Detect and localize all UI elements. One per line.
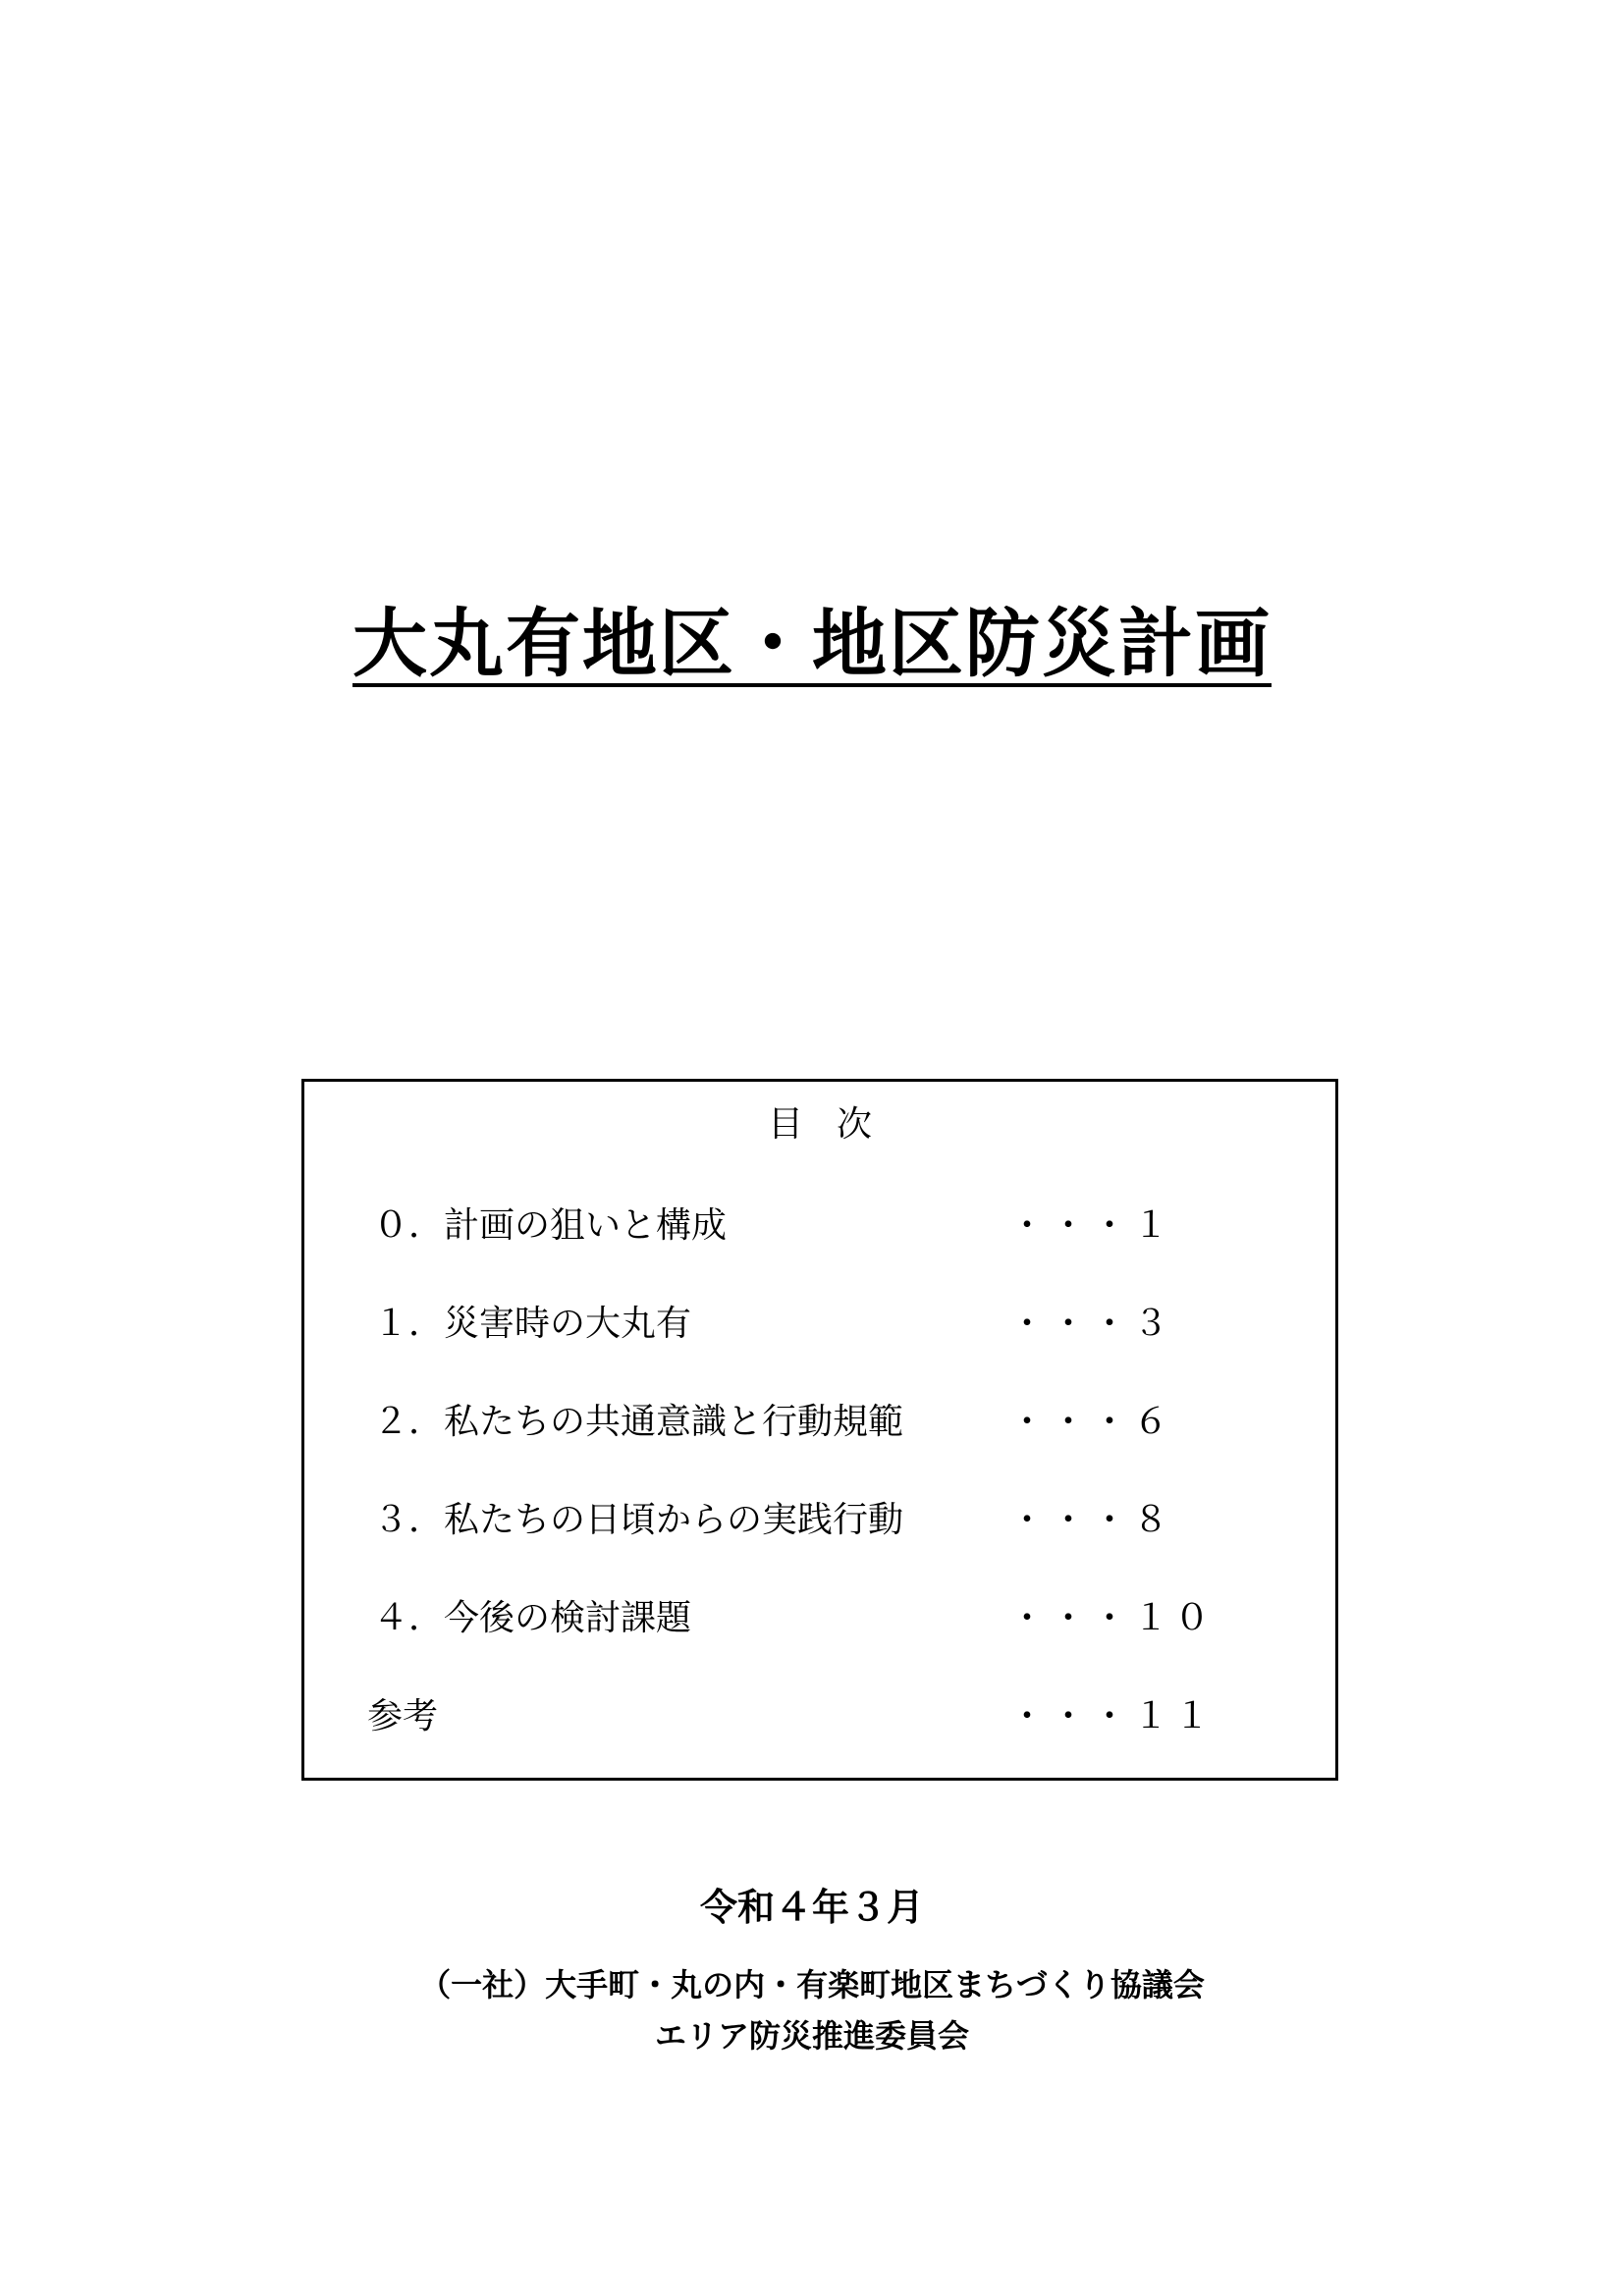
toc-entry-page: ・・・１１ bbox=[1009, 1696, 1217, 1736]
organization-name: （一社）大手町・丸の内・有楽町地区まちづくり協議会 bbox=[419, 1966, 1205, 2003]
toc-entry[interactable] bbox=[304, 1695, 1335, 1738]
toc-entry-page: ・・・１０ bbox=[1009, 1598, 1217, 1638]
document-title bbox=[0, 600, 1624, 687]
toc-entry-label: 参考 bbox=[367, 1696, 439, 1736]
table-of-contents bbox=[301, 1079, 1338, 1781]
toc-entry-label: ０．計画の狙いと構成 bbox=[373, 1205, 728, 1246]
toc-entry[interactable] bbox=[304, 1499, 1335, 1542]
document-title-text: 大丸有地区・地区防災計画 bbox=[352, 600, 1272, 687]
committee-name: エリア防災推進委員会 bbox=[654, 2017, 969, 2055]
toc-entry-label: ３．私たちの日頃からの実践行動 bbox=[373, 1500, 904, 1540]
toc-entry-page: ・・・１ bbox=[1009, 1205, 1175, 1246]
toc-entry-label: ２．私たちの共通意識と行動規範 bbox=[373, 1402, 904, 1442]
toc-entry[interactable] bbox=[304, 1401, 1335, 1444]
toc-entry-page: ・・・６ bbox=[1009, 1402, 1175, 1442]
toc-entry-page: ・・・８ bbox=[1009, 1500, 1175, 1540]
toc-entry-page: ・・・３ bbox=[1009, 1304, 1175, 1344]
toc-heading: 目次 bbox=[767, 1104, 905, 1145]
toc-entry-label: １．災害時の大丸有 bbox=[373, 1304, 692, 1344]
publication-date: 令和４年３月 bbox=[699, 1886, 924, 1929]
toc-entry[interactable] bbox=[304, 1303, 1335, 1346]
toc-entry[interactable] bbox=[304, 1204, 1335, 1248]
toc-entry[interactable] bbox=[304, 1597, 1335, 1640]
toc-entry-label: ４．今後の検討課題 bbox=[373, 1598, 692, 1638]
